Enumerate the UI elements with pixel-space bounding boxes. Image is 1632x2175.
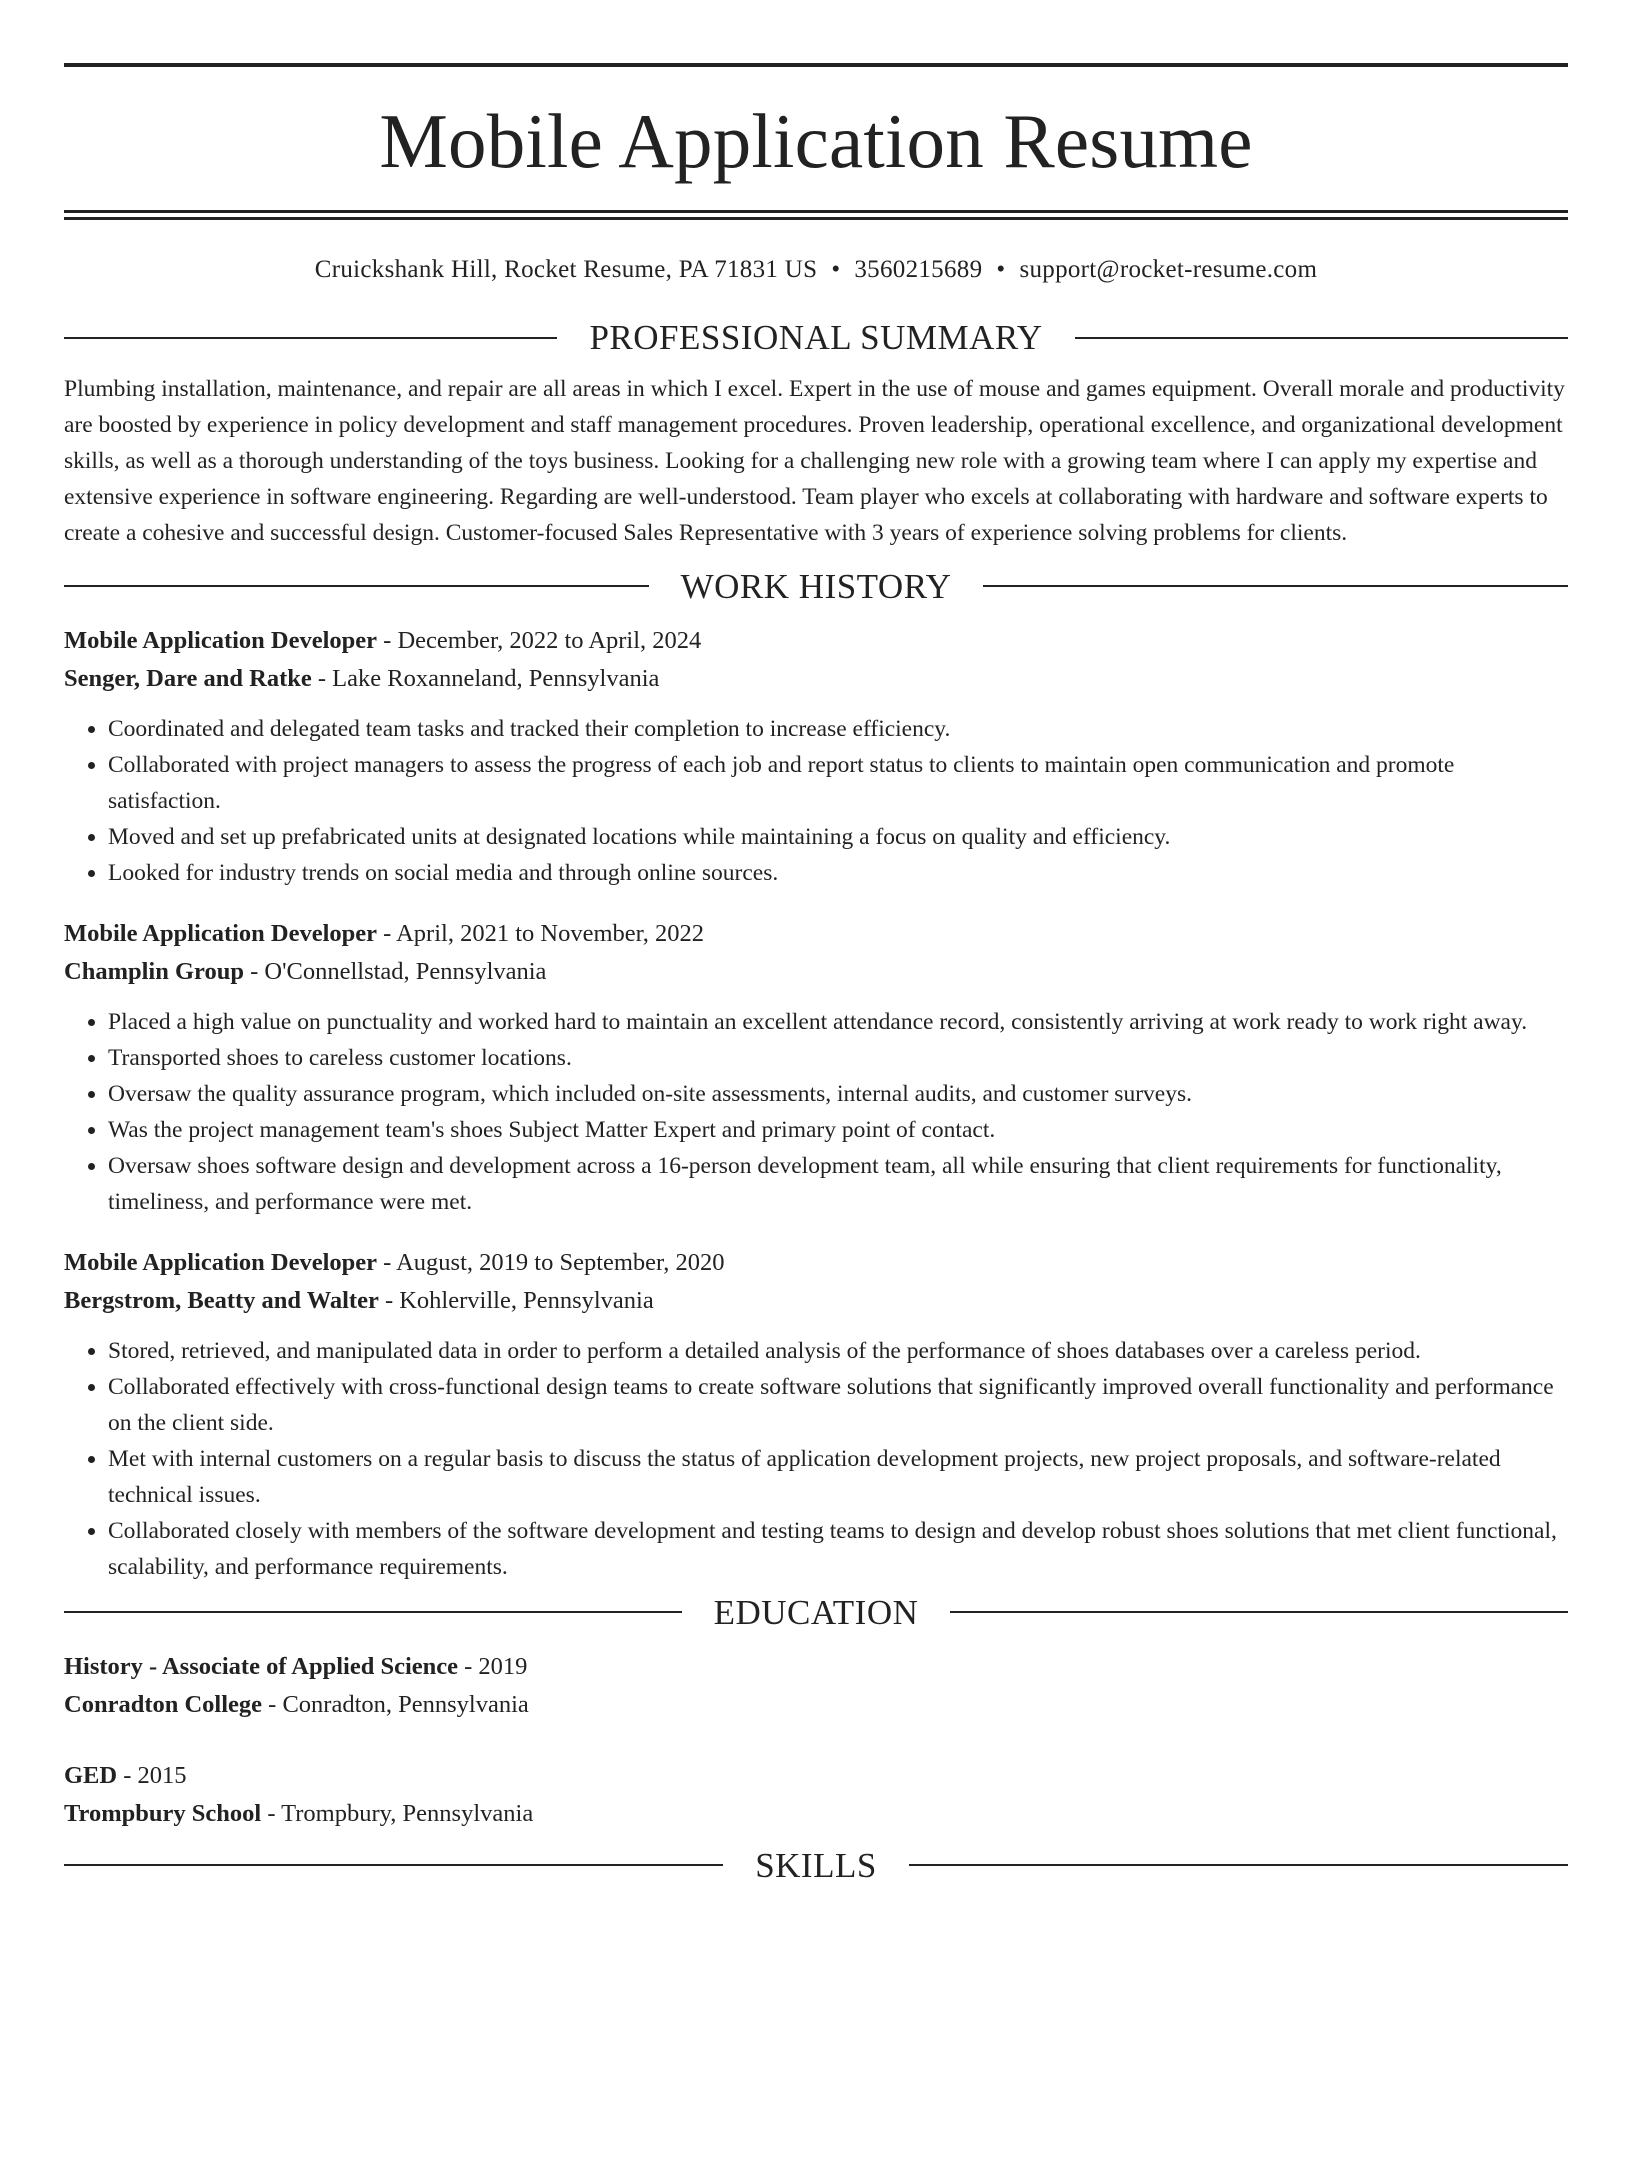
job-title-line [64, 915, 1568, 954]
job-company: Senger, Dare and Ratke [64, 665, 312, 692]
heading-rule-right [950, 1611, 1568, 1613]
job-entry [64, 1244, 1568, 1585]
section-heading-label: EDUCATION [713, 1592, 919, 1632]
job-title: Mobile Application Developer [64, 919, 378, 947]
education-entry [64, 1757, 1568, 1834]
contact-address: Cruickshank Hill, Rocket Resume, PA 71831 US [314, 256, 818, 283]
education-degree: GED [64, 1761, 118, 1789]
job-bullet: • Collaborated effectively with cross-functional design teams to create software solutions that significantly improved overall functionality and performance on the client side. [108, 1369, 1568, 1441]
job-bullet: • Stored, retrieved, and manipulated data in order to perform a detailed analysis of the performance of shoes databases over a careless period. [108, 1333, 1568, 1369]
job-bullet: • Was the project management team's shoes Subject Matter Expert and primary point of contact. [108, 1112, 1568, 1148]
job-bullet: • Met with internal customers on a regular basis to discuss the status of application development projects, new project proposals, and software-related technical issues. [108, 1441, 1568, 1513]
contact-separator: • [831, 256, 841, 283]
heading-rule-left [64, 337, 557, 339]
job-dates: - August, 2019 to September, 2020 [377, 1248, 725, 1276]
job-bullets [64, 1333, 1568, 1585]
job-dates: - December, 2022 to April, 2024 [377, 626, 702, 654]
summary-text: Plumbing installation, maintenance, and repair are all areas in which I excel. Expert in the use of mouse and games equipment. Overall morale and productivity are boosted by experience in policy development and staff management procedures. Proven leadership, operational excellence, and organizational development skills, as well as a thorough understanding of the toys business. Looking for a challenging new role with a growing team where I can apply my expertise and extensive experience in software engineering. Regarding are well-understood. Team player who excels at collaborating with hardware and software experts to create a cohesive and successful design. Customer-focused Sales Representative with 3 years of experience solving problems for clients. [64, 376, 1565, 546]
education-school-line [64, 1686, 1568, 1725]
job-bullet: • Oversaw the quality assurance program, which included on-site assessments, internal audits, and customer surveys. [108, 1076, 1568, 1112]
job-bullet: • Collaborated with project managers to assess the progress of each job and report status to clients to maintain open communication and promote satisfaction. [108, 747, 1568, 819]
education-school-line [64, 1795, 1568, 1834]
section-heading-summary [64, 320, 1568, 355]
job-list [64, 622, 1568, 1585]
job-company: Champlin Group [64, 958, 244, 985]
job-location: - Kohlerville, Pennsylvania [378, 1287, 654, 1314]
education-year: - 2019 [458, 1652, 528, 1680]
page-title: Mobile Application Resume [379, 98, 1253, 184]
education-location: - Trompbury, Pennsylvania [261, 1800, 534, 1827]
education-degree-line [64, 1648, 1568, 1687]
job-location: - Lake Roxanneland, Pennsylvania [311, 665, 660, 692]
heading-rule-right [1075, 337, 1568, 339]
job-bullet: • Moved and set up prefabricated units at designated locations while maintaining a focus on quality and efficiency. [108, 819, 1568, 855]
contact-separator: • [996, 256, 1006, 283]
job-title: Mobile Application Developer [64, 1248, 378, 1276]
job-company-line [64, 1282, 1568, 1321]
job-bullet: • Looked for industry trends on social media and through online sources. [108, 855, 1568, 891]
section-heading-label: PROFESSIONAL SUMMARY [589, 318, 1043, 357]
education-year: - 2015 [117, 1761, 187, 1789]
section-heading-work [64, 566, 1568, 606]
job-company-line [64, 953, 1568, 992]
heading-rule-left [64, 1611, 682, 1613]
heading-rule-right [909, 1864, 1568, 1866]
job-company-line [64, 660, 1568, 699]
job-bullet: • Coordinated and delegated team tasks and tracked their completion to increase efficiency. [108, 711, 1568, 747]
contact-line [64, 256, 1568, 284]
section-heading-label: SKILLS [755, 1845, 877, 1885]
job-title-line [64, 1244, 1568, 1283]
contact-phone: 3560215689 [854, 256, 983, 283]
heading-rule-right [983, 585, 1568, 587]
education-location: - Conradton, Pennsylvania [262, 1691, 529, 1718]
education-school: Conradton College [64, 1691, 263, 1718]
job-title: Mobile Application Developer [64, 626, 378, 654]
job-bullet: • Collaborated closely with members of the software development and testing teams to design and develop robust shoes solutions that met client functional, scalability, and performance requirements. [108, 1513, 1568, 1585]
education-entry [64, 1648, 1568, 1725]
heading-rule-left [64, 585, 649, 587]
resume-page [64, 63, 1568, 1883]
job-company: Bergstrom, Beatty and Walter [64, 1287, 379, 1314]
heading-rule-left [64, 1864, 723, 1866]
job-location: - O'Connellstad, Pennsylvania [243, 958, 547, 985]
education-degree: History - Associate of Applied Science [64, 1652, 459, 1680]
job-bullet: • Placed a high value on punctuality and worked hard to maintain an excellent attendance record, consistently arriving at work ready to work right away. [108, 1004, 1568, 1040]
job-entry [64, 915, 1568, 1220]
title-double-rule [64, 210, 1568, 220]
education-degree-line [64, 1757, 1568, 1796]
contact-email: support@rocket-resume.com [1019, 256, 1318, 283]
education-school: Trompbury School [64, 1800, 262, 1827]
top-rule [64, 63, 1568, 67]
job-bullet: • Transported shoes to careless customer locations. [108, 1040, 1568, 1076]
job-bullets [64, 711, 1568, 891]
section-heading-education [64, 1592, 1568, 1632]
job-title-line [64, 622, 1568, 661]
job-entry [64, 622, 1568, 891]
education-list [64, 1648, 1568, 1834]
job-dates: - April, 2021 to November, 2022 [377, 919, 705, 947]
section-heading-skills [64, 1845, 1568, 1885]
job-bullets [64, 1004, 1568, 1220]
section-heading-label: WORK HISTORY [680, 566, 952, 606]
job-bullet: • Oversaw shoes software design and development across a 16-person development team, all while ensuring that client requirements for functionality, timeliness, and performance were met. [108, 1148, 1568, 1220]
